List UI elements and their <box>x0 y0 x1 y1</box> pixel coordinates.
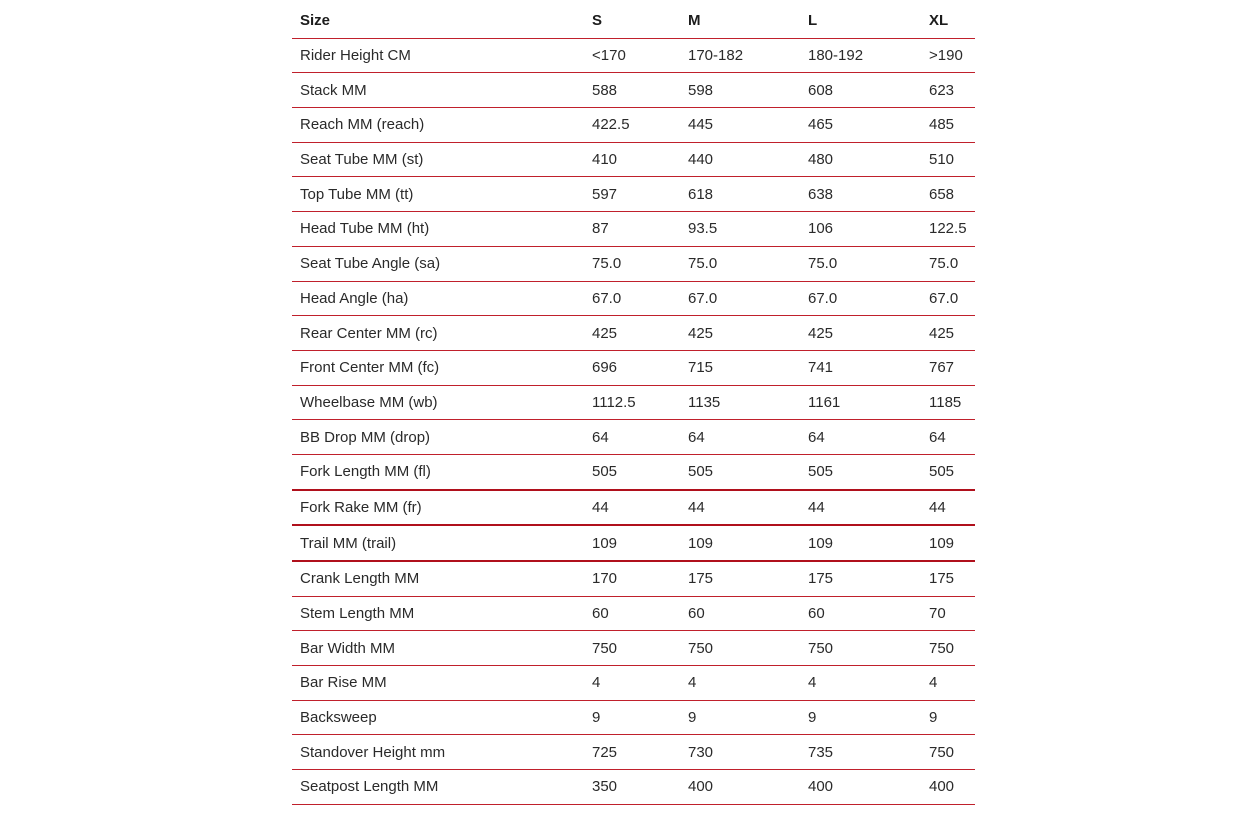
table-cell: 175 <box>800 561 921 596</box>
table-cell: 60 <box>680 596 800 631</box>
table-cell: 9 <box>921 700 975 735</box>
table-cell: 44 <box>584 490 680 526</box>
row-label: Backsweep <box>292 700 584 735</box>
table-row <box>292 281 975 316</box>
table-cell: 180-192 <box>800 38 921 73</box>
table-cell: 422.5 <box>584 108 680 143</box>
row-label: Rider Height CM <box>292 38 584 73</box>
table-cell: 109 <box>921 525 975 561</box>
table-cell: 64 <box>680 420 800 455</box>
table-cell: 60 <box>800 596 921 631</box>
table-cell: 67.0 <box>921 281 975 316</box>
table-cell: 750 <box>800 631 921 666</box>
table-cell: 64 <box>584 420 680 455</box>
row-label: Seat Tube Angle (sa) <box>292 246 584 281</box>
table-row <box>292 350 975 385</box>
row-label: Fork Length MM (fl) <box>292 454 584 489</box>
table-cell: >190 <box>921 38 975 73</box>
table-cell: 400 <box>800 770 921 805</box>
table-cell: 425 <box>680 316 800 351</box>
row-label: Seat Tube MM (st) <box>292 142 584 177</box>
table-cell: 1135 <box>680 385 800 420</box>
table-cell: 44 <box>680 490 800 526</box>
table-cell: 730 <box>680 735 800 770</box>
table-cell: 1112.5 <box>584 385 680 420</box>
row-label: Stem Length MM <box>292 596 584 631</box>
table-cell: 440 <box>680 142 800 177</box>
row-label: Stack MM <box>292 73 584 108</box>
table-cell: 1185 <box>921 385 975 420</box>
header-size: Size <box>292 4 584 38</box>
table-cell: 741 <box>800 350 921 385</box>
table-cell: 588 <box>584 73 680 108</box>
table-cell: 1161 <box>800 385 921 420</box>
table-cell: 750 <box>921 631 975 666</box>
table-cell: 44 <box>921 490 975 526</box>
row-label: Reach MM (reach) <box>292 108 584 143</box>
table-cell: 87 <box>584 212 680 247</box>
table-cell: 170-182 <box>680 38 800 73</box>
table-cell: 175 <box>680 561 800 596</box>
table-cell: 445 <box>680 108 800 143</box>
row-label: Rear Center MM (rc) <box>292 316 584 351</box>
table-cell: 400 <box>921 770 975 805</box>
table-cell: 735 <box>800 735 921 770</box>
table-cell: 638 <box>800 177 921 212</box>
header-xl: XL <box>921 4 975 38</box>
table-cell: 597 <box>584 177 680 212</box>
row-label: Trail MM (trail) <box>292 525 584 561</box>
table-cell: 93.5 <box>680 212 800 247</box>
table-cell: 75.0 <box>800 246 921 281</box>
table-cell: 715 <box>680 350 800 385</box>
header-s: S <box>584 4 680 38</box>
table-cell: 510 <box>921 142 975 177</box>
table-cell: 170 <box>584 561 680 596</box>
table-cell: 109 <box>680 525 800 561</box>
header-m: M <box>680 4 800 38</box>
table-cell: 75.0 <box>584 246 680 281</box>
table-cell: 70 <box>921 596 975 631</box>
table-cell: 400 <box>680 770 800 805</box>
table-row <box>292 385 975 420</box>
table-cell: 696 <box>584 350 680 385</box>
table-cell: 60 <box>584 596 680 631</box>
table-cell: 9 <box>680 700 800 735</box>
table-cell: 485 <box>921 108 975 143</box>
table-cell: 725 <box>584 735 680 770</box>
table-cell: 67.0 <box>680 281 800 316</box>
table-row <box>292 666 975 701</box>
table-cell: 4 <box>584 666 680 701</box>
table-cell: 598 <box>680 73 800 108</box>
table-cell: 64 <box>800 420 921 455</box>
table-cell: 410 <box>584 142 680 177</box>
row-label: Top Tube MM (tt) <box>292 177 584 212</box>
table-row <box>292 420 975 455</box>
table-cell: 623 <box>921 73 975 108</box>
table-cell: 4 <box>680 666 800 701</box>
table-row <box>292 770 975 805</box>
table-row <box>292 631 975 666</box>
table-cell: 75.0 <box>921 246 975 281</box>
row-label: Fork Rake MM (fr) <box>292 490 584 526</box>
table-cell: 618 <box>680 177 800 212</box>
table-cell: 67.0 <box>584 281 680 316</box>
table-row <box>292 177 975 212</box>
table-cell: 608 <box>800 73 921 108</box>
table-cell: 480 <box>800 142 921 177</box>
row-label: Crank Length MM <box>292 561 584 596</box>
table-cell: 106 <box>800 212 921 247</box>
table-row <box>292 212 975 247</box>
table-row <box>292 38 975 73</box>
table-row <box>292 316 975 351</box>
table-cell: 67.0 <box>800 281 921 316</box>
table-cell: 465 <box>800 108 921 143</box>
row-label: Head Tube MM (ht) <box>292 212 584 247</box>
row-label: Head Angle (ha) <box>292 281 584 316</box>
table-cell: 9 <box>800 700 921 735</box>
table-cell: 109 <box>800 525 921 561</box>
table-cell: 425 <box>800 316 921 351</box>
table-cell: 425 <box>584 316 680 351</box>
table-cell: 425 <box>921 316 975 351</box>
row-label: Bar Width MM <box>292 631 584 666</box>
table-row <box>292 525 975 561</box>
table-row <box>292 454 975 489</box>
row-label: Bar Rise MM <box>292 666 584 701</box>
table-body <box>292 38 975 804</box>
table-cell: 4 <box>921 666 975 701</box>
table-cell: 750 <box>680 631 800 666</box>
geometry-table <box>292 4 975 805</box>
row-label: Seatpost Length MM <box>292 770 584 805</box>
table-cell: 505 <box>680 454 800 489</box>
table-cell: 505 <box>800 454 921 489</box>
table-row <box>292 490 975 526</box>
header-l: L <box>800 4 921 38</box>
table-row <box>292 735 975 770</box>
table-header-row <box>292 4 975 38</box>
table-cell: 505 <box>584 454 680 489</box>
table-cell: 658 <box>921 177 975 212</box>
row-label: Standover Height mm <box>292 735 584 770</box>
table-row <box>292 142 975 177</box>
table-row <box>292 246 975 281</box>
table-cell: 767 <box>921 350 975 385</box>
row-label: Wheelbase MM (wb) <box>292 385 584 420</box>
row-label: Front Center MM (fc) <box>292 350 584 385</box>
table-cell: 505 <box>921 454 975 489</box>
table-row <box>292 108 975 143</box>
table-row <box>292 700 975 735</box>
table-row <box>292 73 975 108</box>
table-row <box>292 561 975 596</box>
table-cell: 750 <box>921 735 975 770</box>
row-label: BB Drop MM (drop) <box>292 420 584 455</box>
table-cell: 122.5 <box>921 212 975 247</box>
table-cell: 750 <box>584 631 680 666</box>
table-cell: 75.0 <box>680 246 800 281</box>
table-cell: 9 <box>584 700 680 735</box>
table-cell: 109 <box>584 525 680 561</box>
table-cell: 175 <box>921 561 975 596</box>
table-cell: 4 <box>800 666 921 701</box>
table-row <box>292 596 975 631</box>
table-cell: 44 <box>800 490 921 526</box>
table-cell: 64 <box>921 420 975 455</box>
table-cell: 350 <box>584 770 680 805</box>
table-cell: <170 <box>584 38 680 73</box>
